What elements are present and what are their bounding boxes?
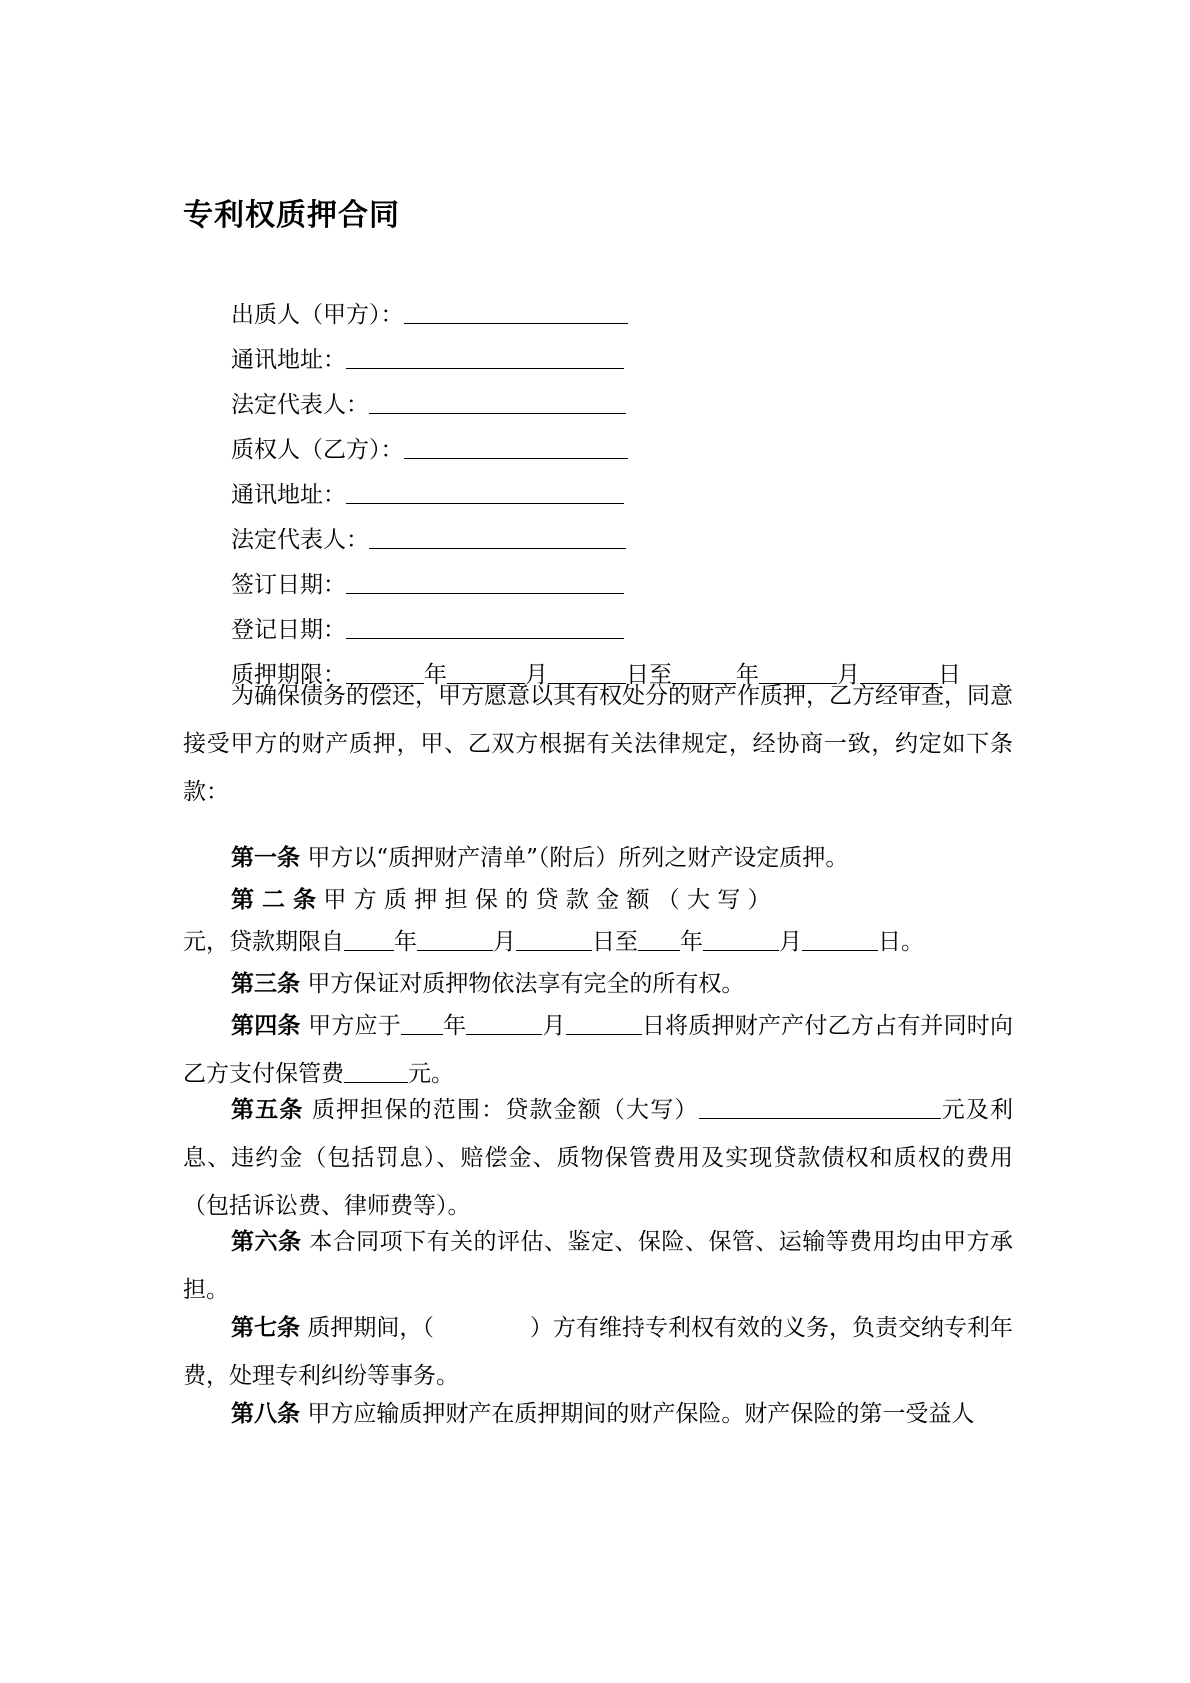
pledgor-blank[interactable] xyxy=(404,297,628,324)
a2-day-blank[interactable] xyxy=(516,924,592,951)
article-2-label: 第 二 条 xyxy=(231,887,317,913)
contract-title: 专利权质押合同 xyxy=(183,198,400,233)
a4-month-label: 月 xyxy=(542,1013,566,1039)
a2-month-label: 月 xyxy=(493,929,516,955)
term-day-to-label: 日至 xyxy=(626,662,672,688)
a2-year2-label: 年 xyxy=(680,929,703,955)
preamble-paragraph: 为确保债务的偿还，甲方愿意以其有权处分的财产作质押，乙方经审查，同意接受甲方的财产质押，甲、乙双方根据有关法律规定，经协商一致，约定如下条款： xyxy=(183,683,1013,805)
term-month2-label: 月 xyxy=(837,662,860,688)
article-1 xyxy=(183,834,1013,882)
rep1-label: 法定代表人： xyxy=(231,392,369,418)
article-5-text-2: 元及利息、违约金（包括罚息）、赔偿金、质物保管费用及实现贷款债权和质权的费用（包括诉讼费、律师费等）。 xyxy=(183,1097,1014,1219)
a5-amount-blank[interactable] xyxy=(699,1092,941,1119)
reg-date-blank[interactable] xyxy=(346,612,624,639)
address2-label: 通讯地址： xyxy=(231,482,346,508)
pledgee-label: 质权人（乙方）： xyxy=(231,437,404,463)
address2-line xyxy=(231,473,961,518)
article-8-text: 甲方应输质押财产在质押期间的财产保险。财产保险的第一受益人 xyxy=(307,1401,975,1427)
article-7-label: 第七条 xyxy=(231,1315,301,1341)
article-3-text: 甲方保证对质押物依法享有完全的所有权。 xyxy=(307,971,745,997)
a2-year-blank[interactable] xyxy=(344,924,394,951)
a2-month-blank[interactable] xyxy=(417,924,493,951)
pledgor-label: 出质人（甲方）： xyxy=(231,302,404,328)
article-4-text-2: 日将质押财产产付乙方占有并同时向乙方支付保管费 xyxy=(183,1013,1013,1087)
a2-month2-blank[interactable] xyxy=(703,924,779,951)
article-2-text-1: 甲 方 质 押 担 保 的 贷 款 金 额 （ 大 写 ） xyxy=(323,887,771,913)
article-8 xyxy=(183,1390,1013,1438)
article-4-text-1: 甲方应于 xyxy=(308,1013,401,1039)
address2-blank[interactable] xyxy=(346,477,624,504)
a2-year-label: 年 xyxy=(394,929,417,955)
article-2-cont xyxy=(183,918,1013,966)
parties-section xyxy=(231,293,961,698)
term-year-label: 年 xyxy=(424,662,447,688)
article-8-label: 第八条 xyxy=(231,1401,300,1427)
rep2-line xyxy=(231,518,961,563)
article-6 xyxy=(183,1218,1013,1314)
a4-day-blank[interactable] xyxy=(566,1008,642,1035)
a2-day2-blank[interactable] xyxy=(802,924,878,951)
article-1-label: 第一条 xyxy=(231,845,300,871)
a2-year2-blank[interactable] xyxy=(638,924,680,951)
a4-month-blank[interactable] xyxy=(466,1008,542,1035)
rep1-line xyxy=(231,383,961,428)
reg-date-line xyxy=(231,608,961,653)
sign-date-label: 签订日期： xyxy=(231,572,346,598)
article-7-text-1: 质押期间，（ xyxy=(307,1315,434,1341)
rep2-blank[interactable] xyxy=(369,522,626,549)
a4-fee-blank[interactable] xyxy=(344,1056,408,1083)
address1-blank[interactable] xyxy=(346,342,624,369)
pledgee-blank[interactable] xyxy=(404,432,628,459)
sign-date-blank[interactable] xyxy=(346,567,624,594)
article-2-text-2: 元，贷款期限自 xyxy=(183,929,344,955)
pledgor-line xyxy=(231,293,961,338)
reg-date-label: 登记日期： xyxy=(231,617,346,643)
term-label: 质押期限： xyxy=(231,662,346,688)
term-month-label: 月 xyxy=(525,662,548,688)
article-4-label: 第四条 xyxy=(231,1013,301,1039)
article-6-label: 第六条 xyxy=(231,1229,302,1255)
article-4 xyxy=(183,1002,1013,1098)
article-5-label: 第五条 xyxy=(231,1097,304,1123)
sign-date-line xyxy=(231,563,961,608)
article-5-text-1: 质押担保的范围：贷款金额（大写） xyxy=(311,1097,699,1123)
article-3 xyxy=(183,960,1013,1008)
term-day2-label: 日 xyxy=(938,662,961,688)
rep1-blank[interactable] xyxy=(369,387,626,414)
article-1-text: 甲方以“质押财产清单”（附后）所列之财产设定质押。 xyxy=(307,845,849,871)
article-2 xyxy=(183,876,1013,924)
rep2-label: 法定代表人： xyxy=(231,527,369,553)
article-6-text: 本合同项下有关的评估、鉴定、保险、保管、运输等费用均由甲方承担。 xyxy=(183,1229,1014,1303)
article-3-label: 第三条 xyxy=(231,971,300,997)
term-year2-label: 年 xyxy=(736,662,759,688)
article-4-text-3: 元。 xyxy=(408,1061,454,1087)
a2-day-to-label: 日至 xyxy=(592,929,638,955)
address1-line xyxy=(231,338,961,383)
article-7 xyxy=(183,1304,1013,1400)
address1-label: 通讯地址： xyxy=(231,347,346,373)
a4-year-blank[interactable] xyxy=(401,1008,443,1035)
pledgee-line xyxy=(231,428,961,473)
a2-month2-label: 月 xyxy=(779,929,802,955)
a4-year-label: 年 xyxy=(442,1013,467,1039)
a2-day2-label: 日。 xyxy=(878,929,924,955)
article-5 xyxy=(183,1086,1013,1230)
article-7-text-2: ）方有维持专利权有效的义务，负责交纳专利年费，处理专利纠纷等事务。 xyxy=(183,1315,1014,1389)
